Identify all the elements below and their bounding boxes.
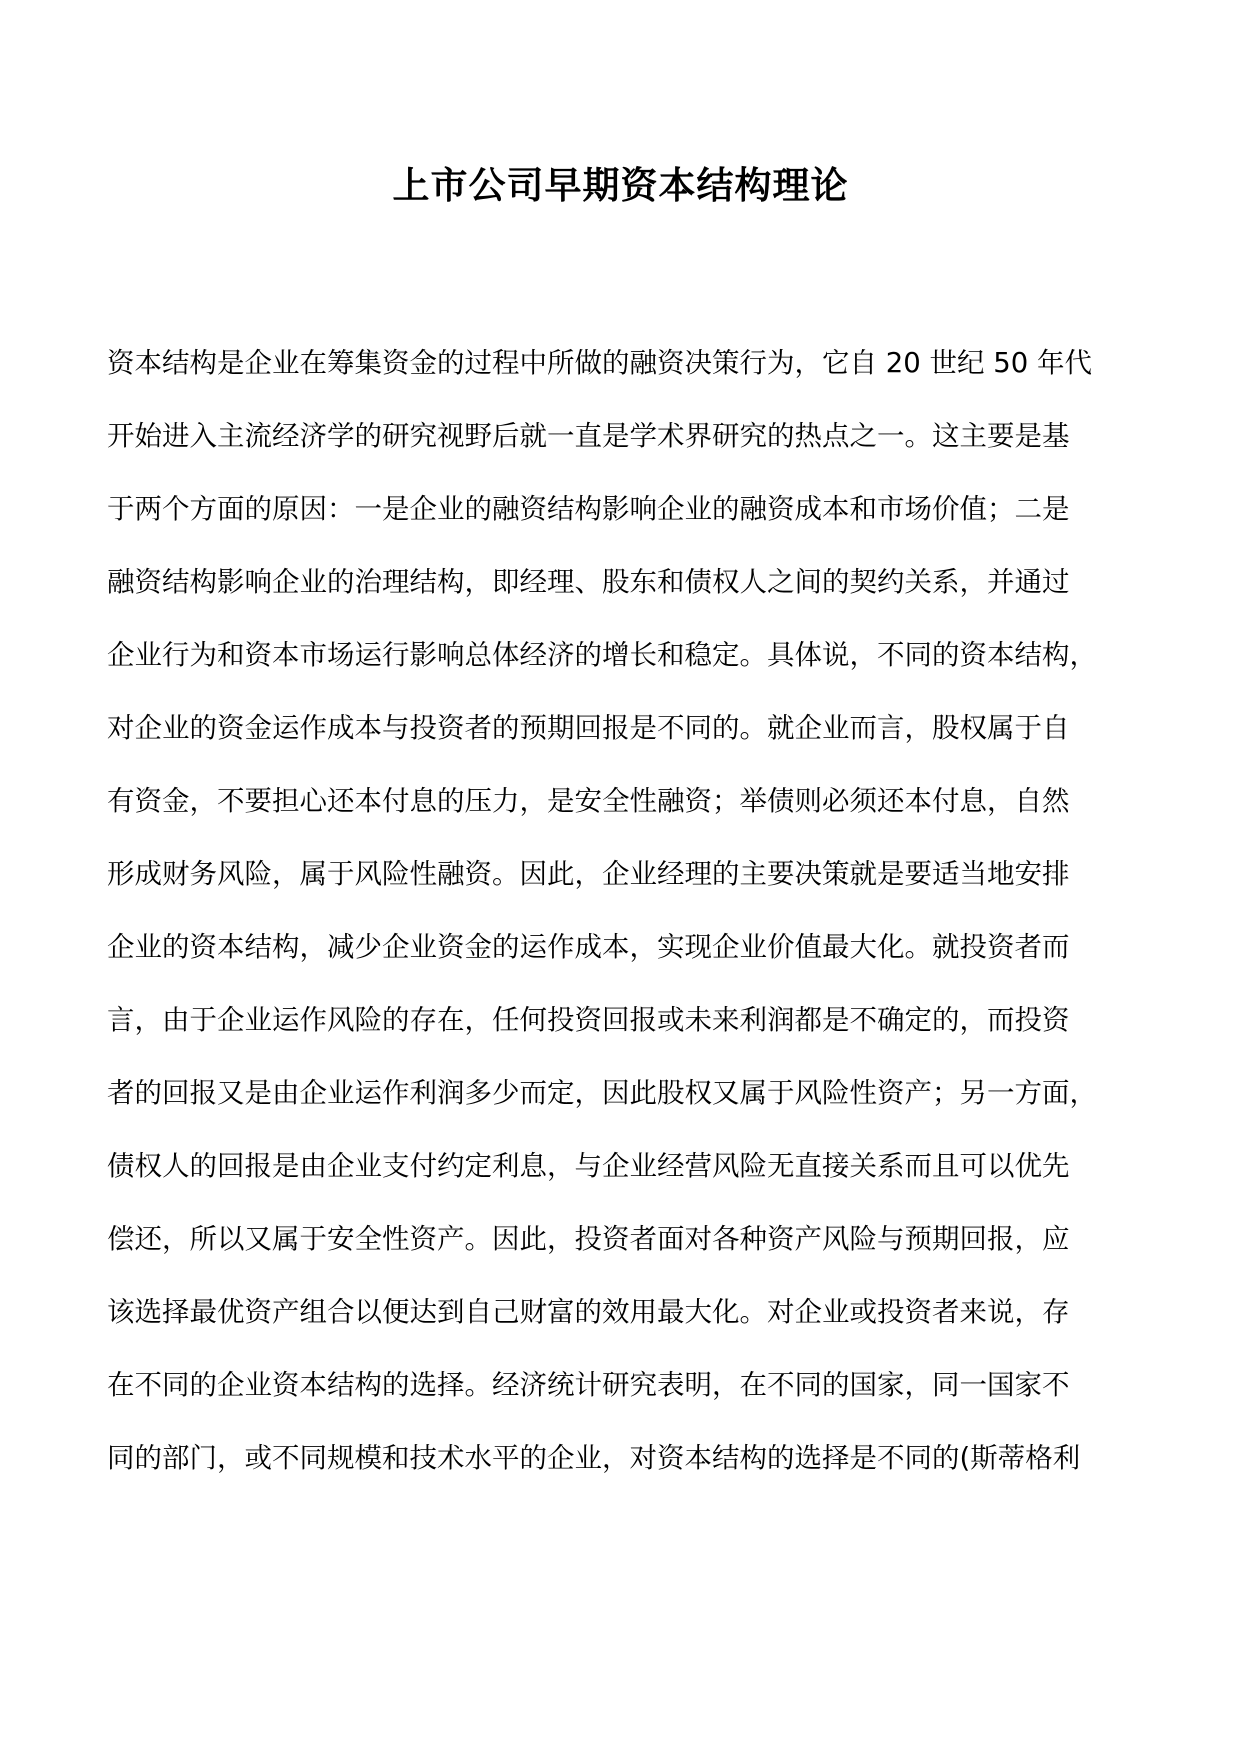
- paragraph-line: 该选择最优资产组合以便达到自己财富的效用最大化。对企业或投资者来说，存: [107, 1296, 1070, 1328]
- paragraph-line: 企业行为和资本市场运行影响总体经济的增长和稳定。具体说，不同的资本结构，: [107, 639, 1097, 671]
- paragraph-line: 形成财务风险，属于风险性融资。因此，企业经理的主要决策就是要适当地安排: [107, 858, 1070, 890]
- paragraph-line: 企业的资本结构，减少企业资金的运作成本，实现企业价值最大化。就投资者而: [107, 931, 1070, 963]
- paragraph-line: 在不同的企业资本结构的选择。经济统计研究表明，在不同的国家，同一国家不: [107, 1369, 1070, 1401]
- paragraph-line: 融资结构影响企业的治理结构，即经理、股东和债权人之间的契约关系，并通过: [107, 566, 1070, 598]
- document-title: 上市公司早期资本结构理论: [392, 163, 849, 207]
- paragraph-line: 言，由于企业运作风险的存在，任何投资回报或未来利润都是不确定的，而投资: [107, 1004, 1070, 1036]
- paragraph-line: 者的回报又是由企业运作利润多少而定，因此股权又属于风险性资产；另一方面，: [107, 1077, 1097, 1109]
- paragraph-line: 于两个方面的原因：一是企业的融资结构影响企业的融资成本和市场价值；二是: [107, 493, 1070, 525]
- paragraph-line: 资本结构是企业在筹集资金的过程中所做的融资决策行为，它自 20 世纪 50 年代: [107, 347, 1092, 379]
- paragraph-line: 债权人的回报是由企业支付约定利息，与企业经营风险无直接关系而且可以优先: [107, 1150, 1070, 1182]
- paragraph-line: 对企业的资金运作成本与投资者的预期回报是不同的。就企业而言，股权属于自: [107, 712, 1070, 744]
- paragraph-line: 有资金，不要担心还本付息的压力，是安全性融资；举债则必须还本付息，自然: [107, 785, 1070, 817]
- paragraph-line: 同的部门，或不同规模和技术水平的企业，对资本结构的选择是不同的(斯蒂格利: [107, 1442, 1081, 1474]
- paragraph-line: 开始进入主流经济学的研究视野后就一直是学术界研究的热点之一。这主要是基: [107, 420, 1070, 452]
- paragraph-line: 偿还，所以又属于安全性资产。因此，投资者面对各种资产风险与预期回报，应: [107, 1223, 1070, 1255]
